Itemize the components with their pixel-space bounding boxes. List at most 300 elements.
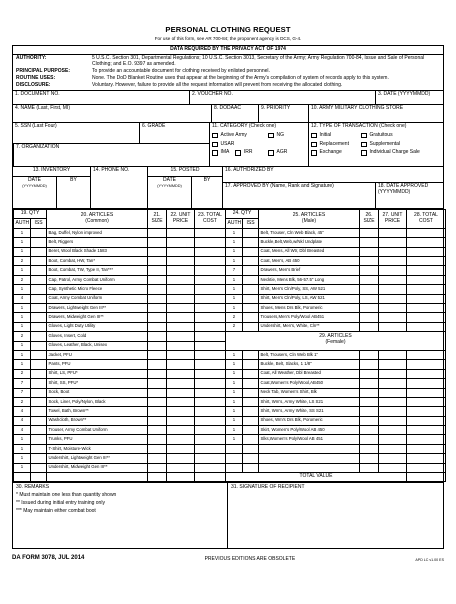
- unit-price-cell[interactable]: [379, 444, 407, 453]
- iss-qty-cell[interactable]: [243, 238, 259, 247]
- date-approved-field[interactable]: 18. DATE APPROVED (YYYYMMDD): [375, 183, 443, 208]
- remarks-field[interactable]: [13, 483, 227, 548]
- articles-table: [13, 209, 446, 482]
- unit-price-cell[interactable]: [167, 360, 195, 369]
- size-cell[interactable]: [148, 247, 167, 256]
- transaction-initial[interactable]: Initial: [311, 133, 361, 139]
- unit-price-cell[interactable]: [379, 266, 407, 275]
- size-cell[interactable]: [148, 332, 167, 341]
- unit-price-cell[interactable]: [167, 435, 195, 444]
- size-cell[interactable]: [148, 341, 167, 350]
- total-cost-cell[interactable]: [407, 360, 446, 369]
- size-cell[interactable]: [148, 369, 167, 378]
- unit-price-cell[interactable]: [379, 397, 407, 406]
- auth-qty-cell: 7: [14, 388, 31, 397]
- unit-price-cell[interactable]: [167, 397, 195, 406]
- size-cell[interactable]: [360, 444, 379, 453]
- total-cost-cell[interactable]: [407, 350, 446, 359]
- total-cost-cell[interactable]: [407, 435, 446, 444]
- unit-price-cell[interactable]: [379, 369, 407, 378]
- total-cost-cell[interactable]: [195, 369, 226, 378]
- category-ima-irr[interactable]: IMA IRR: [212, 150, 268, 156]
- iss-qty-cell[interactable]: [31, 332, 47, 341]
- article-cell: Shoes, Wm's Drs Blk, Poromeric: [259, 416, 360, 425]
- signature-field[interactable]: 31. SIGNATURE OF RECIPIENT: [227, 483, 443, 548]
- iss-qty-cell[interactable]: [243, 360, 259, 369]
- unit-price-cell[interactable]: [167, 379, 195, 388]
- total-cost-cell[interactable]: [195, 266, 226, 275]
- total-cost-header: 23. TOTAL COST: [195, 210, 226, 229]
- auth-qty-cell: 1: [14, 247, 31, 256]
- size-cell[interactable]: [360, 416, 379, 425]
- size-cell[interactable]: [148, 360, 167, 369]
- grade-field[interactable]: 6. GRADE: [139, 123, 209, 143]
- unit-price-cell[interactable]: [379, 294, 407, 303]
- clothing-store-field[interactable]: 10. ARMY MILITARY CLOTHING STORE: [308, 105, 443, 122]
- article-cell: Coat, Mens, All Wtr, Dbl Breasted: [259, 247, 360, 256]
- unit-price-cell[interactable]: [167, 444, 195, 453]
- iss-qty-cell[interactable]: [243, 407, 259, 416]
- iss-qty-cell[interactable]: [31, 247, 47, 256]
- date-field[interactable]: 3. DATE (YYYYMMDD): [375, 91, 443, 104]
- table-row: [14, 313, 446, 322]
- size-cell[interactable]: [360, 294, 379, 303]
- total-cost-cell[interactable]: [407, 369, 446, 378]
- size-cell[interactable]: [148, 275, 167, 284]
- unit-price-cell[interactable]: [379, 379, 407, 388]
- size-cell[interactable]: [360, 388, 379, 397]
- size-cell[interactable]: [360, 285, 379, 294]
- size-cell[interactable]: [360, 257, 379, 266]
- article-cell[interactable]: [259, 454, 360, 463]
- article-cell: Coat, Army Combat Uniform: [47, 294, 148, 303]
- unit-price-cell[interactable]: [167, 247, 195, 256]
- unit-price-cell[interactable]: [167, 388, 195, 397]
- name-field[interactable]: 4. NAME (Last, First, MI): [15, 105, 71, 112]
- iss-qty-cell[interactable]: [31, 294, 47, 303]
- iss-qty-cell[interactable]: [243, 444, 259, 453]
- iss-qty-cell[interactable]: [31, 454, 47, 463]
- size-cell[interactable]: [148, 388, 167, 397]
- iss-qty-cell[interactable]: [243, 426, 259, 435]
- article-cell: Necktie, Mens Blk, 56-57.5" Long: [259, 275, 360, 284]
- unit-price-cell[interactable]: [379, 407, 407, 416]
- total-cost-cell[interactable]: [195, 257, 226, 266]
- total-cost-cell[interactable]: [195, 285, 226, 294]
- total-cost-cell[interactable]: [195, 294, 226, 303]
- unit-price-cell[interactable]: [167, 313, 195, 322]
- iss-qty-cell[interactable]: [243, 463, 259, 472]
- article-cell: Shirt, Wm's, Army White, LS S21: [259, 397, 360, 406]
- approved-by-field[interactable]: 17. APPROVED BY (Name, Rank and Signature): [225, 183, 334, 190]
- auth-qty-cell: 1: [226, 228, 243, 237]
- total-cost-cell[interactable]: [407, 416, 446, 425]
- iss-qty-cell[interactable]: [243, 454, 259, 463]
- size-cell[interactable]: [360, 303, 379, 312]
- iss-qty-cell[interactable]: [243, 435, 259, 444]
- unit-price-cell[interactable]: [379, 350, 407, 359]
- auth-qty-cell: 1: [14, 313, 31, 322]
- form-title: PERSONAL CLOTHING REQUEST: [165, 25, 291, 34]
- total-cost-cell[interactable]: [407, 247, 446, 256]
- unit-price-cell[interactable]: [167, 257, 195, 266]
- unit-price-cell[interactable]: [379, 454, 407, 463]
- total-cost-cell[interactable]: [195, 228, 226, 237]
- auth-qty-cell: 1: [226, 247, 243, 256]
- total-cost-cell[interactable]: [195, 463, 226, 472]
- size-cell[interactable]: [148, 416, 167, 425]
- dodaac-field[interactable]: 8. DODAAC: [211, 105, 258, 122]
- total-cost-cell[interactable]: [195, 435, 226, 444]
- iss-qty-cell[interactable]: [31, 416, 47, 425]
- auth-qty-cell: 1: [14, 463, 31, 472]
- size-cell[interactable]: [148, 397, 167, 406]
- total-cost-cell[interactable]: [195, 247, 226, 256]
- iss-qty-cell[interactable]: [31, 275, 47, 284]
- form-page: [0, 26, 456, 604]
- iss-qty-cell[interactable]: [31, 303, 47, 312]
- unit-price-cell[interactable]: [167, 426, 195, 435]
- total-cost-cell[interactable]: [407, 454, 446, 463]
- auth-qty-cell: 1: [226, 285, 243, 294]
- total-cost-cell[interactable]: [407, 285, 446, 294]
- blank-cell[interactable]: [31, 473, 47, 482]
- auth-qty-cell[interactable]: [226, 444, 243, 453]
- iss-qty-cell[interactable]: [31, 369, 47, 378]
- unit-price-cell[interactable]: [379, 426, 407, 435]
- size-cell[interactable]: [148, 444, 167, 453]
- unit-price-cell[interactable]: [167, 369, 195, 378]
- size-cell[interactable]: [360, 454, 379, 463]
- priority-field[interactable]: 9. PRIORITY: [258, 105, 308, 122]
- row-document: [13, 90, 443, 104]
- iss-qty-cell[interactable]: [243, 303, 259, 312]
- unit-price-cell[interactable]: [167, 454, 195, 463]
- size-cell[interactable]: [148, 313, 167, 322]
- unit-price-cell[interactable]: [379, 360, 407, 369]
- size-cell[interactable]: [148, 322, 167, 331]
- total-cost-cell[interactable]: [195, 303, 226, 312]
- total-cost-cell[interactable]: [195, 275, 226, 284]
- iss-qty-cell[interactable]: [31, 360, 47, 369]
- size-cell[interactable]: [148, 407, 167, 416]
- transaction-replacement[interactable]: Replacement: [311, 142, 361, 148]
- iss-qty-cell[interactable]: [31, 257, 47, 266]
- category-ng[interactable]: NG: [268, 133, 308, 139]
- unit-price-cell[interactable]: [167, 341, 195, 350]
- total-cost-cell[interactable]: [407, 379, 446, 388]
- posted-date-field[interactable]: DATE (YYYYMMDD): [157, 177, 182, 188]
- size-cell[interactable]: [148, 426, 167, 435]
- blank-cell[interactable]: [167, 473, 195, 482]
- authorized-by-field[interactable]: 16. AUTHORIZED BY: [225, 167, 274, 174]
- unit-price-cell[interactable]: [379, 228, 407, 237]
- size-cell[interactable]: [360, 247, 379, 256]
- size-cell[interactable]: [360, 238, 379, 247]
- size-cell[interactable]: [360, 266, 379, 275]
- inventory-by-field[interactable]: BY: [56, 177, 90, 208]
- total-cost-cell[interactable]: [195, 397, 226, 406]
- transaction-gratuitous[interactable]: Gratuitous: [361, 133, 441, 139]
- iss-qty-cell[interactable]: [31, 379, 47, 388]
- iss-qty-cell[interactable]: [31, 397, 47, 406]
- transaction-exchange[interactable]: Exchange: [311, 150, 361, 156]
- auth-qty-cell: 1: [14, 341, 31, 350]
- auth-qty-cell: 1: [14, 322, 31, 331]
- total-cost-cell[interactable]: [195, 313, 226, 322]
- iss-qty-cell[interactable]: [31, 341, 47, 350]
- transaction-individual-charge[interactable]: Individual Charge Sale: [361, 150, 441, 156]
- total-cost-cell[interactable]: [195, 407, 226, 416]
- unit-price-cell[interactable]: [167, 228, 195, 237]
- iss-qty-cell[interactable]: [31, 388, 47, 397]
- total-cost-cell[interactable]: [195, 341, 226, 350]
- total-cost-cell[interactable]: [195, 332, 226, 341]
- auth-qty-cell: 1: [226, 294, 243, 303]
- iss-qty-cell[interactable]: [31, 350, 47, 359]
- table-row: [14, 332, 446, 341]
- category-usar[interactable]: USAR: [212, 142, 268, 148]
- auth-qty-cell[interactable]: [226, 454, 243, 463]
- iss-qty-cell[interactable]: [31, 444, 47, 453]
- size-cell[interactable]: [360, 463, 379, 472]
- iss-qty-cell[interactable]: [243, 379, 259, 388]
- iss-qty-cell[interactable]: [243, 247, 259, 256]
- size-cell[interactable]: [360, 275, 379, 284]
- article-cell[interactable]: [259, 444, 360, 453]
- iss-qty-cell[interactable]: [31, 463, 47, 472]
- iss-qty-cell[interactable]: [31, 426, 47, 435]
- table-row: [14, 454, 446, 463]
- unit-price-cell[interactable]: [167, 322, 195, 331]
- organization-field[interactable]: 7. ORGANIZATION: [13, 143, 209, 166]
- total-cost-cell[interactable]: [407, 407, 446, 416]
- unit-price-cell[interactable]: [379, 247, 407, 256]
- voucher-no-field[interactable]: 2. VOUCHER NO.: [189, 91, 375, 104]
- total-cost-cell[interactable]: [195, 416, 226, 425]
- iss-qty-cell[interactable]: [243, 313, 259, 322]
- total-cost-cell[interactable]: [407, 313, 446, 322]
- unit-price-cell[interactable]: [379, 303, 407, 312]
- total-cost-cell[interactable]: [407, 294, 446, 303]
- size-cell[interactable]: [360, 228, 379, 237]
- articles-section: [13, 208, 443, 482]
- category-agr[interactable]: AGR: [268, 150, 308, 156]
- posted-by-field[interactable]: BY: [191, 177, 222, 208]
- unit-price-cell[interactable]: [379, 257, 407, 266]
- article-cell: Shirt, Wm's, Army White, SS S21: [259, 407, 360, 416]
- blank-cell[interactable]: [14, 473, 31, 482]
- unit-price-cell[interactable]: [167, 463, 195, 472]
- auth-qty-cell: 2: [226, 313, 243, 322]
- total-cost-cell[interactable]: [195, 238, 226, 247]
- size-cell[interactable]: [360, 407, 379, 416]
- iss-qty-cell[interactable]: [31, 238, 47, 247]
- iss-qty-cell[interactable]: [243, 397, 259, 406]
- routine-label: ROUTINE USES:: [16, 74, 56, 81]
- transaction-supplemental[interactable]: Supplemental: [361, 142, 441, 148]
- size-cell[interactable]: [148, 238, 167, 247]
- unit-price-cell[interactable]: [379, 388, 407, 397]
- total-cost-cell[interactable]: [195, 360, 226, 369]
- iss-qty-cell[interactable]: [243, 322, 259, 331]
- size-cell[interactable]: [360, 322, 379, 331]
- iss-qty-cell[interactable]: [243, 350, 259, 359]
- total-cost-cell[interactable]: [407, 322, 446, 331]
- inventory-label: 13. INVENTORY: [32, 167, 71, 174]
- unit-price-cell[interactable]: [379, 285, 407, 294]
- iss-qty-cell[interactable]: [243, 294, 259, 303]
- remark-line: * Must maintain one less than quantity shown: [16, 492, 117, 499]
- size-cell[interactable]: [148, 294, 167, 303]
- table-row: [14, 228, 446, 237]
- apd-version: APD LC v1.00 ES: [415, 558, 444, 563]
- table-row: [14, 435, 446, 444]
- unit-price-cell[interactable]: [167, 285, 195, 294]
- iss-qty-cell[interactable]: [243, 416, 259, 425]
- size-cell[interactable]: [360, 313, 379, 322]
- unit-price-cell[interactable]: [379, 313, 407, 322]
- auth-qty-cell: 1: [14, 303, 31, 312]
- category-active-army[interactable]: Active Army: [212, 133, 268, 139]
- iss-qty-cell[interactable]: [243, 369, 259, 378]
- auth-qty-cell: 1: [226, 397, 243, 406]
- unit-price-cell[interactable]: [167, 275, 195, 284]
- total-cost-cell[interactable]: [407, 238, 446, 247]
- iss-qty-cell[interactable]: [31, 322, 47, 331]
- size-cell[interactable]: [360, 379, 379, 388]
- size-cell[interactable]: [148, 228, 167, 237]
- unit-price-cell[interactable]: [167, 350, 195, 359]
- unit-price-cell[interactable]: [167, 332, 195, 341]
- auth-qty-cell[interactable]: [226, 463, 243, 472]
- total-cost-cell[interactable]: [407, 388, 446, 397]
- article-cell: Buckle,Belt,Web,w/Nkl Undplate: [259, 238, 360, 247]
- inventory-date-field[interactable]: DATE (YYYYMMDD): [22, 177, 47, 188]
- size-cell[interactable]: [360, 350, 379, 359]
- article-cell: Undershirt, Midweight Gen III**: [47, 463, 148, 472]
- total-value-cell[interactable]: [407, 473, 446, 482]
- total-cost-cell[interactable]: [195, 454, 226, 463]
- total-cost-header-right: 28. TOTAL COST: [407, 210, 446, 229]
- table-row: [14, 303, 446, 312]
- iss-qty-cell[interactable]: [31, 435, 47, 444]
- size-cell[interactable]: [360, 360, 379, 369]
- unit-price-cell[interactable]: [167, 266, 195, 275]
- auth-qty-cell: 1: [226, 426, 243, 435]
- table-row: [14, 294, 446, 303]
- auth-header-right: AUTH: [226, 219, 243, 228]
- total-cost-cell[interactable]: [407, 426, 446, 435]
- unit-price-cell[interactable]: [379, 463, 407, 472]
- unit-price-cell[interactable]: [379, 416, 407, 425]
- total-cost-cell[interactable]: [407, 444, 446, 453]
- size-cell[interactable]: [148, 463, 167, 472]
- size-cell[interactable]: [148, 435, 167, 444]
- unit-price-cell[interactable]: [379, 322, 407, 331]
- size-header: 21. SIZE: [148, 210, 167, 229]
- iss-qty-cell[interactable]: [31, 285, 47, 294]
- article-cell: Neck Tab, Women's Shirt, Blk: [259, 388, 360, 397]
- total-cost-cell[interactable]: [195, 379, 226, 388]
- size-cell[interactable]: [148, 303, 167, 312]
- category-label: 11. CATEGORY (Check one): [212, 123, 277, 130]
- total-cost-cell[interactable]: [407, 228, 446, 237]
- iss-qty-cell[interactable]: [31, 313, 47, 322]
- unit-price-cell[interactable]: [167, 416, 195, 425]
- unit-price-header-right: 27. UNIT PRICE: [379, 210, 407, 229]
- size-cell[interactable]: [148, 454, 167, 463]
- total-cost-cell[interactable]: [407, 257, 446, 266]
- total-cost-cell[interactable]: [195, 388, 226, 397]
- size-cell[interactable]: [360, 426, 379, 435]
- iss-qty-cell[interactable]: [31, 407, 47, 416]
- total-cost-cell[interactable]: [407, 275, 446, 284]
- unit-price-cell[interactable]: [167, 294, 195, 303]
- iss-qty-cell[interactable]: [31, 266, 47, 275]
- article-cell[interactable]: [259, 463, 360, 472]
- total-cost-cell[interactable]: [195, 350, 226, 359]
- unit-price-cell[interactable]: [379, 275, 407, 284]
- table-row: [14, 444, 446, 453]
- iss-qty-cell[interactable]: [31, 228, 47, 237]
- purpose-text: To provide an accountable document for clothing received by enlisted personnel.: [92, 67, 270, 74]
- blank-cell[interactable]: [195, 473, 226, 482]
- unit-price-cell[interactable]: [379, 435, 407, 444]
- size-cell[interactable]: [148, 257, 167, 266]
- size-cell[interactable]: [148, 266, 167, 275]
- iss-qty-cell[interactable]: [243, 388, 259, 397]
- iss-qty-cell[interactable]: [243, 266, 259, 275]
- form-subtitle: For use of this form, see AR 700-84; the proponent agency is DCS, G-4.: [154, 35, 302, 41]
- iss-qty-cell[interactable]: [243, 257, 259, 266]
- total-cost-cell[interactable]: [195, 322, 226, 331]
- size-cell[interactable]: [148, 350, 167, 359]
- table-row: [14, 266, 446, 275]
- unit-price-cell[interactable]: [167, 303, 195, 312]
- size-cell[interactable]: [148, 379, 167, 388]
- size-cell[interactable]: [360, 435, 379, 444]
- article-cell: Shirt, SS, PFU*: [47, 379, 148, 388]
- document-no-field[interactable]: 1. DOCUMENT NO.: [15, 91, 60, 98]
- auth-qty-cell: 2: [14, 332, 31, 341]
- size-cell[interactable]: [360, 369, 379, 378]
- total-cost-cell[interactable]: [407, 397, 446, 406]
- blank-cell[interactable]: [47, 473, 148, 482]
- total-cost-cell[interactable]: [407, 463, 446, 472]
- auth-qty-cell: 1: [226, 435, 243, 444]
- transaction-field: [308, 123, 443, 166]
- size-cell[interactable]: [360, 397, 379, 406]
- ssn-field[interactable]: 5. SSN (Last Four): [15, 123, 57, 130]
- total-cost-cell[interactable]: [407, 303, 446, 312]
- size-cell[interactable]: [148, 285, 167, 294]
- phone-field[interactable]: 14. PHONE NO.: [90, 167, 147, 208]
- total-cost-cell[interactable]: [195, 444, 226, 453]
- privacy-statement: [13, 55, 443, 89]
- unit-price-cell[interactable]: [167, 238, 195, 247]
- row-ssn-category: [13, 122, 443, 166]
- total-cost-cell[interactable]: [195, 426, 226, 435]
- blank-cell[interactable]: [148, 473, 167, 482]
- article-cell: Undershirt, Lightweight Gen III**: [47, 454, 148, 463]
- unit-price-cell[interactable]: [379, 238, 407, 247]
- unit-price-cell[interactable]: [167, 407, 195, 416]
- iss-qty-cell[interactable]: [243, 275, 259, 284]
- iss-qty-cell[interactable]: [243, 285, 259, 294]
- iss-qty-cell[interactable]: [243, 228, 259, 237]
- total-cost-cell[interactable]: [407, 266, 446, 275]
